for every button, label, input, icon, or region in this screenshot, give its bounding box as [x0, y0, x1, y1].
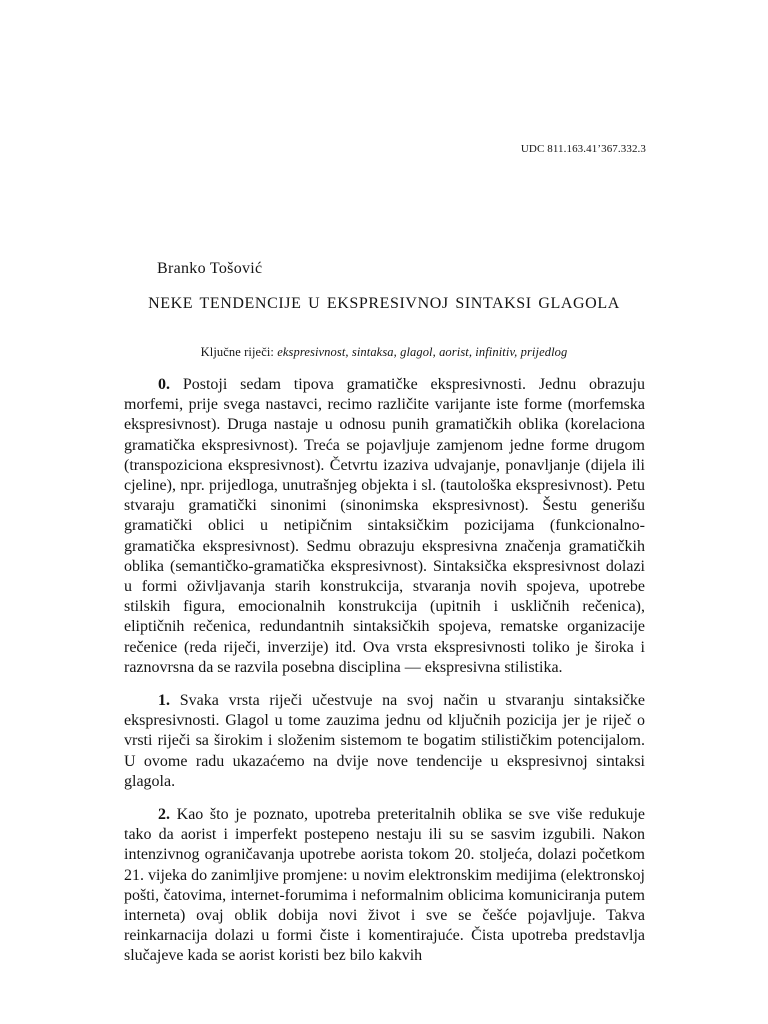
paragraph-number: 2.: [158, 806, 170, 824]
paragraph-2: [124, 805, 645, 967]
paragraph-1: [124, 691, 645, 792]
paper-title: NEKE TENDENCIJE U EKSPRESIVNOJ SINTAKSI GLAGOLA: [148, 295, 620, 312]
paragraph-text: Kao što je poznato, upotreba preteritalnih oblika se sve više redukuje tako da aorist i imperfekt postepeno nestaju ili su se sasvim izgubili. Nakon intenzivnog ograničavanja upotrebe aorista tokom 20. stoljeća, dolazi početkom 21. vijeka do zanimljive promjene: u novim elektronskim medijima (elektronskoj pošti, čatovima, internet-forumima i neformalnim oblicima komuniciranja putem interneta) ovaj oblik dobija novi život i sve se češće pojavljuje. Takva reinkarnacija dolazi u formi čiste i komentirajuće. Čista upotreba predstavlja slučajeve kada se aorist koristi bez bilo kakvih: [124, 806, 646, 965]
udc-code: UDC 811.163.41’367.332.3: [520, 143, 646, 155]
body-text: [124, 375, 645, 980]
keywords-line: [0, 345, 768, 360]
paragraph-text: Postoji sedam tipova gramatičke ekspresivnosti. Jednu obrazuju morfemi, prije svega nastavci, recimo različite varijante iste forme (morfemska ekspresivnost). Druga nastaje u odnosu punih gramatičkih oblika (korelaciona gramatička ekspresivnost). Treća se pojavljuje zamjenom jedne forme drugom (transpoziciona ekspresivnost). Četvrtu izaziva udvajanje, ponavljanje (dijela ili cjeline), npr. prijedloga, unutrašnjeg objekta i sl. (tautološka ekspresivnost). Petu stvaraju gramatički sinonimi (sinonimska ekspresivnost). Šestu generišu gramatički oblici u netipičnim sintaksičkim pozicijama (funkcionalno-gramatička ekspresivnost). Sedmu obrazuju ekspresivna značenja gramatičkih oblika (semantičko-gramatička ekspresivnost). Sintaksička ekspresivnost dolazi u formi oživljavanja starih konstrukcija, stvaranja novih spojeva, upotrebe stilskih figura, emocionalnih konstrukcija (upitnih i uskličnih rečenica), eliptičnih rečenica, redundantnih sintaksičkih spojeva, rematske organizacije rečenice (reda riječi, inverzije) itd. Ova vrsta ekspresivnosti toliko je široka i raznovrsna da se razvila posebna disciplina — ekspresivna stilistika.: [124, 376, 646, 676]
keywords-label: Ključne riječi:: [200, 345, 274, 359]
paragraph-text: Svaka vrsta riječi učestvuje na svoj način u stvaranju sintaksičke ekspresivnosti. Glagol u tome zauzima jednu od ključnih pozicija jer je riječ o vrsti riječi sa širokim i složenim sistemom te bogatim stilističkim potencijalom. U ovome radu ukazaćemo na dvije nove tendencije u ekspresivnoj sintaksi glagola.: [124, 692, 645, 790]
paragraph-0: [124, 375, 645, 678]
paragraph-number: 1.: [158, 692, 170, 710]
paragraph-number: 0.: [158, 376, 170, 393]
author-name: Branko Tošović: [157, 260, 263, 277]
keywords-values: ekspresivnost, sintaksa, glagol, aorist, infinitiv, prijedlog: [277, 345, 568, 359]
